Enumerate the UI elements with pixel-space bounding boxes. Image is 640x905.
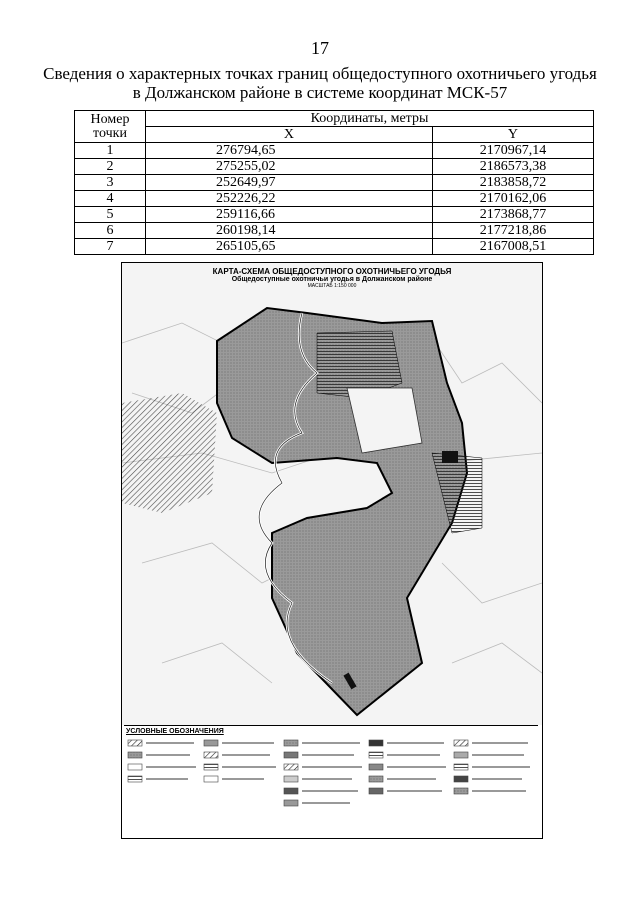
coord-x: 252649,97: [146, 175, 433, 191]
header-coordinates: Координаты, метры: [146, 111, 594, 127]
coord-x: 276794,65: [146, 143, 433, 159]
table-row: [75, 175, 594, 191]
header-point-number: Номер точки: [75, 111, 146, 143]
coord-x: 265105,65: [146, 239, 433, 255]
coord-y: 2170967,14: [432, 143, 593, 159]
coordinates-table: [74, 110, 594, 255]
point-number: 2: [75, 159, 146, 175]
point-number: 1: [75, 143, 146, 159]
table-row: [75, 159, 594, 175]
legend-symbols: [124, 736, 538, 832]
heading-line-1: Сведения о характерных точках границ общедоступного охотничьего угодья: [43, 64, 597, 83]
hunting-ground-map: [121, 262, 543, 839]
point-number: 4: [75, 191, 146, 207]
map-legend: [124, 725, 538, 834]
table-row: [75, 223, 594, 239]
heading-line-2: в Должанском районе в системе координат МСК-57: [132, 83, 508, 102]
point-number: 5: [75, 207, 146, 223]
header-y: Y: [432, 127, 593, 143]
coord-x: 259116,66: [146, 207, 433, 223]
map-header: [122, 267, 542, 289]
coord-y: 2186573,38: [432, 159, 593, 175]
map-subtitle: Общедоступные охотничьи угодья в Должанском районе: [231, 276, 433, 283]
table-header-row: [75, 111, 594, 127]
hatched-zone-west: [122, 393, 217, 513]
map-scale: МАСШТАБ 1:150 000: [307, 283, 357, 289]
table-row: [75, 191, 594, 207]
document-heading: [40, 64, 600, 102]
coord-y: 2170162,06: [432, 191, 593, 207]
legend-title: УСЛОВНЫЕ ОБОЗНАЧЕНИЯ: [126, 728, 224, 735]
point-number: 3: [75, 175, 146, 191]
coord-y: 2167008,51: [432, 239, 593, 255]
header-x: X: [146, 127, 433, 143]
map-title: КАРТА-СХЕМА ОБЩЕДОСТУПНОГО ОХОТНИЧЬЕГО УГОДЬЯ: [212, 267, 452, 276]
map-drawing: [122, 263, 542, 725]
coord-y: 2177218,86: [432, 223, 593, 239]
point-number: 7: [75, 239, 146, 255]
dark-block: [442, 451, 458, 463]
coord-x: 260198,14: [146, 223, 433, 239]
page-number: 17: [311, 38, 329, 58]
point-number: 6: [75, 223, 146, 239]
coord-y: 2183858,72: [432, 175, 593, 191]
table-row: [75, 239, 594, 255]
table-row: [75, 143, 594, 159]
coord-y: 2173868,77: [432, 207, 593, 223]
coord-x: 275255,02: [146, 159, 433, 175]
table-row: [75, 207, 594, 223]
coord-x: 252226,22: [146, 191, 433, 207]
table-subheader-row: [75, 127, 594, 143]
